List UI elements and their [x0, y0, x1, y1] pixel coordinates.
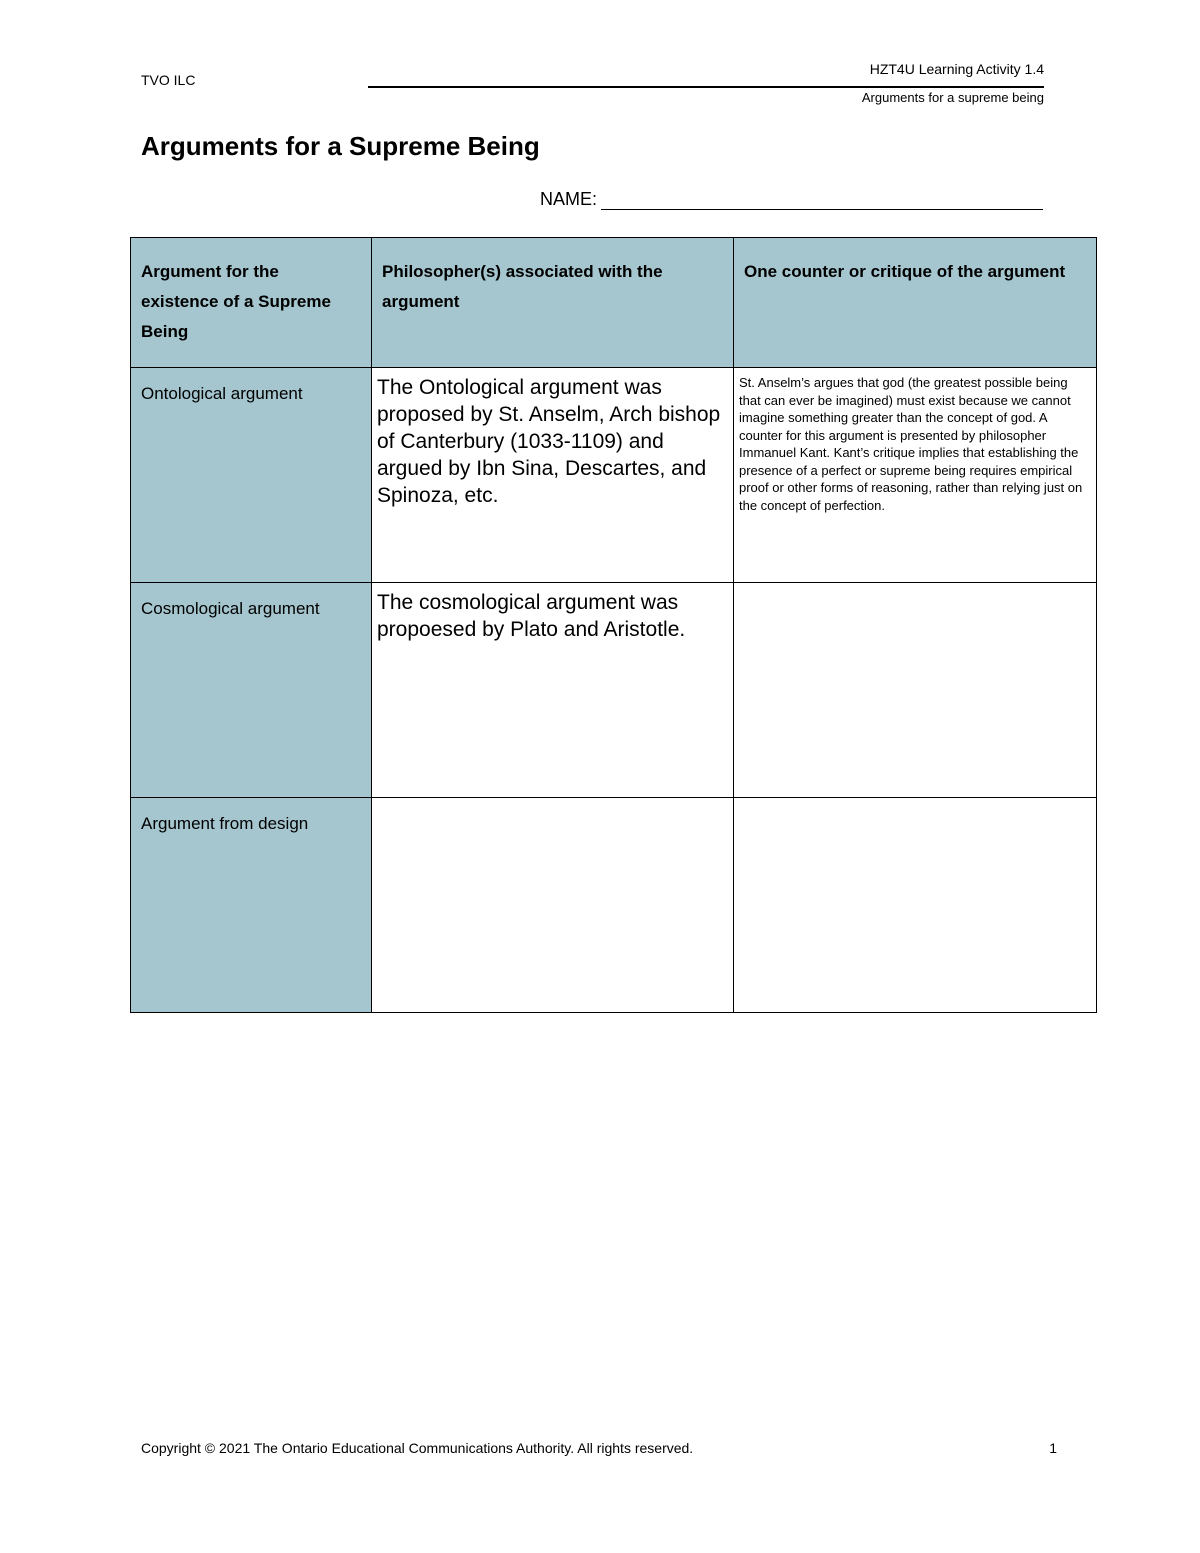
footer-page-number: 1 [1049, 1440, 1057, 1456]
table-row [131, 583, 1097, 798]
critique-cell[interactable] [734, 583, 1097, 798]
critique-cell[interactable]: St. Anselm’s argues that god (the greatest possible being that can ever be imagined) must exist because we cannot imagine something greater than the concept of god. A counter for this argument is presented by philosopher Immanuel Kant. Kant’s critique implies that establishing the presence of a perfect or supreme being requires empirical proof or other forms of reasoning, rather than relying just on the concept of perfection. [734, 368, 1097, 583]
name-label: NAME: [540, 189, 598, 209]
name-blank-line[interactable] [601, 191, 1043, 210]
header-subtitle: Arguments for a supreme being [861, 90, 1044, 105]
column-header-philosophers: Philosopher(s) associated with the argument [372, 238, 734, 368]
name-field[interactable] [540, 189, 1043, 210]
table-header-row [131, 238, 1097, 368]
table-row [131, 368, 1097, 583]
critique-cell[interactable] [734, 798, 1097, 1013]
philosophers-cell[interactable]: The cosmological argument was propoesed by Plato and Aristotle. [372, 583, 734, 798]
column-header-critique: One counter or critique of the argument [734, 238, 1097, 368]
table-row [131, 798, 1097, 1013]
philosophers-cell[interactable] [372, 798, 734, 1013]
argument-cell: Ontological argument [131, 368, 372, 583]
arguments-table [130, 237, 1097, 1013]
column-header-argument: Argument for the existence of a Supreme Being [131, 238, 372, 368]
argument-cell: Argument from design [131, 798, 372, 1013]
page-title: Arguments for a Supreme Being [141, 131, 540, 161]
argument-cell: Cosmological argument [131, 583, 372, 798]
header-course: HZT4U Learning Activity 1.4 [869, 61, 1044, 77]
philosophers-cell[interactable]: The Ontological argument was proposed by St. Anselm, Arch bishop of Canterbury (1033-1109) and argued by Ibn Sina, Descartes, and Spinoza, etc. [372, 368, 734, 583]
header-org: TVO ILC [141, 72, 196, 88]
footer-copyright: Copyright © 2021 The Ontario Educational Communications Authority. All rights reserved. [141, 1440, 694, 1456]
header-rule [368, 86, 1044, 88]
